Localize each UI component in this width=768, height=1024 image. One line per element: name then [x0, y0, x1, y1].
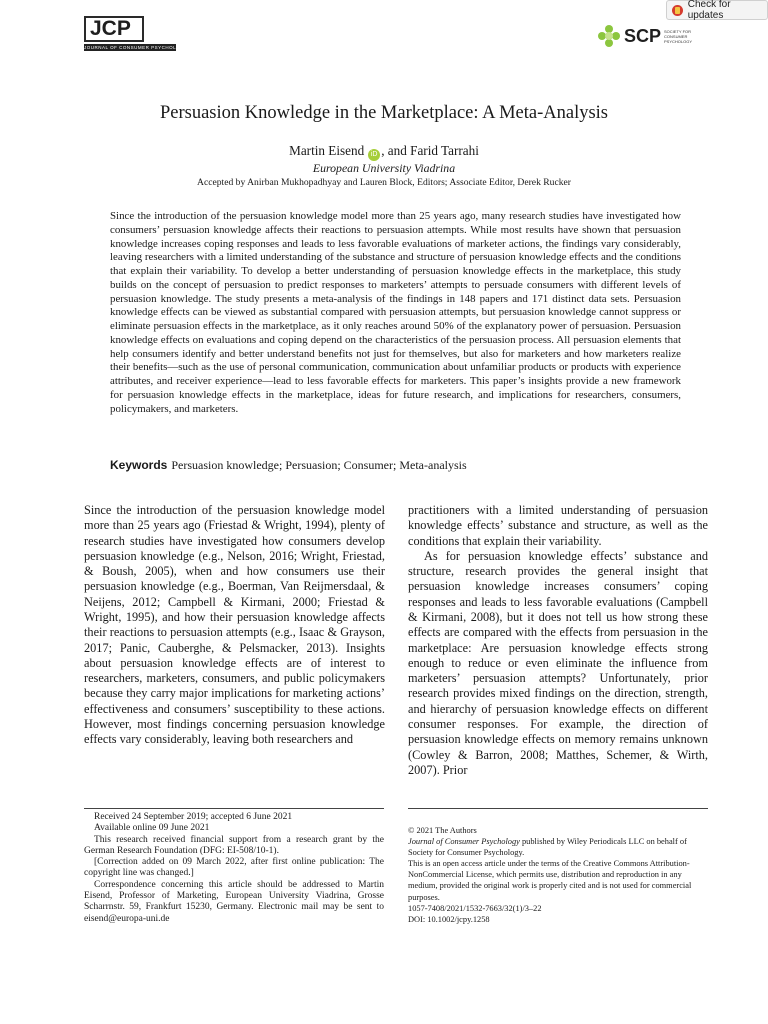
author-name-1[interactable]: Martin Eisend [289, 143, 365, 158]
copyright-block [408, 825, 708, 925]
footnote-available: Available online 09 June 2021 [94, 823, 210, 834]
doi-link[interactable]: DOI: 10.1002/jcpy.1258 [408, 914, 490, 924]
footnote-divider [84, 808, 384, 809]
body-paragraph: As for persuasion knowledge effects’ substance and structure, research provides the general insight that persuasion knowledge increases consumers’ coping responses and leads to less favorable evaluations (Campbell & Kirmani, 2008), but it does not tell us how strong these effects are compared with the effects from persuasion in the marketplace: Are persuasion knowledge effects strong enough to reduce or even eliminate the influence from marketers’ persuasion attempts? Unfortunately, prior research provides mixed findings on the direction, strength, and hierarchy of persuasion knowledge effects on different consumer responses. For example, the direction of persuasion knowledge effects on memory remains unknown (Cowley & Barron, 2008; Matthes, Schemer, & Wirth, 2007). Prior [408, 548, 708, 777]
body-paragraph: Since the introduction of the persuasion knowledge model more than 25 years ago (Friestad & Wright, 1994), plenty of research studies have investigated how consumers develop persuasion knowledge (e.g., Nelson, 2016; Wright, Friestad, & Boush, 2005), when and how consumers use their persuasion knowledge (e.g., Boerman, Van Reijmersdaal, & Neijens, 2012; Campbell & Kirmani, 2000; Friestad & Wright, 1995), and how their persuasion knowledge affects their reactions to persuasion attempts (e.g., Isaac & Grayson, 2017; Panic, Cauberghe, & Pelsmacker, 2013). Insights about persuasion knowledge effects are of interest to researchers, marketers, consumers, and public policymakers because they carry major implications for marketing actions’ effectiveness and consumers’ susceptibility to these actions. However, most findings concerning persuasion knowledge effects vary considerably, leaving both researchers and [84, 503, 385, 747]
body-paragraph: practitioners with a limited understanding of persuasion knowledge effects’ substance and structure, as well as the conditions that explain their variability. [408, 503, 708, 548]
copyright-line: © 2021 The Authors [408, 826, 477, 835]
abstract: Since the introduction of the persuasion knowledge model more than 25 years ago, many research studies have investigated how consumers’ persuasion knowledge affects their reactions to persuasion attempts. While most results have shown that persuasion knowledge increases coping responses and leads to less favorable evaluations of marketer actions, the findings vary considerably, leaving researchers with a limited understanding of the substance and structure of persuasion knowledge effects and the conditions that explain their variability. To develop a better understanding of persuasion knowledge effects in the marketplace, this study builds on the concept of persuasion to predict responses to marketers’ attempts to persuade consumers with different levels of persuasion knowledge. The study presents a meta-analysis of the findings in 148 papers and 171 distinct data sets. Persuasion knowledge effects can be viewed as substantial compared with persuasion attempts, but persuasion knowledge cannot suppress or eliminate persuasion effects in the marketplace, as it only reaches around 50% of the explanatory power of persuasion. Persuasion knowledge effects on evaluations and coping depend on the characteristics of the persuasion process. All persuasion elements that help consumers identify and better understand benefits not just for themselves, but also for marketers and how marketers realize their benefits—such as the use of personal communication, communication about unfamiliar products or products with experience attributes, and receiver experience—lead to less favorable effects for marketers. This paper’s insights provide a new framework for persuasion knowledge effects in the marketplace, ideas for future research, and implications for researchers, consumers, policymakers, and marketers. [110, 210, 681, 415]
society-logo-text: SCP [624, 25, 662, 46]
society-logo-subtitle: SOCIETY FOR CONSUMER PSYCHOLOGY [664, 28, 693, 44]
license-text: This is an open access article under the terms of the Creative Commons Attribution-NonCommercial License, which permits use, distribution and reproduction in any medium, provided the original work is properly cited and is not used for commercial purposes. [408, 859, 692, 902]
accepted-by: Accepted by Anirban Mukhopadhyay and Lauren Block, Editors; Associate Editor, Derek Rucker [197, 177, 571, 188]
footnote-funding: This research received financial support from a research grant by the German Research Foundation (DFG: EI-508/10-1). [84, 834, 384, 856]
check-for-updates-label: Check for updates [687, 0, 731, 21]
footnote-divider [408, 808, 708, 809]
footnotes [84, 812, 384, 925]
publisher-line: Journal of Consumer Psychology published by Wiley Periodicals LLC on behalf of Society for Consumer Psychology. [408, 837, 687, 858]
flower-icon [598, 25, 620, 47]
keywords-text: Persuasion knowledge; Persuasion; Consumer; Meta-analysis [171, 458, 467, 472]
issn-line: 1057-7408/2021/1532-7663/32(1)/3–22 [408, 903, 542, 913]
journal-name: Journal of Consumer Psychology [408, 837, 520, 847]
check-for-updates-button[interactable] [666, 0, 768, 20]
body-column-right [408, 503, 708, 807]
journal-logo-text: JCP [90, 17, 131, 40]
author-name-2: , and Farid Tarrahi [381, 143, 479, 158]
body-column-left [84, 503, 385, 807]
society-logo [598, 24, 698, 48]
journal-logo [84, 16, 188, 52]
author-line [0, 143, 768, 161]
keywords-label: Keywords [110, 458, 168, 472]
footnote-correction: [Correction added on 09 March 2022, after first online publication: The copyright line was changed.] [84, 857, 384, 879]
journal-logo-tagline: JOURNAL OF CONSUMER PSYCHOLOGY [84, 45, 188, 50]
footnote-correspondence: Correspondence concerning this article should be addressed to Martin Eisend, Professor of Marketing, European University Viadrina, Grosse Scharrnstr. 59, Frankfurt 15230, Germany. Electronic mail may be sent to eisend@europa-uni.de [84, 879, 384, 924]
orcid-icon[interactable]: iD [368, 149, 380, 161]
article-title: Persuasion Knowledge in the Marketplace: A Meta-Analysis [159, 103, 608, 123]
keywords [110, 458, 681, 473]
crossmark-icon [672, 5, 683, 16]
affiliation: European University Viadrina [312, 161, 456, 175]
footnote-received: Received 24 September 2019; accepted 6 June 2021 [94, 812, 293, 822]
